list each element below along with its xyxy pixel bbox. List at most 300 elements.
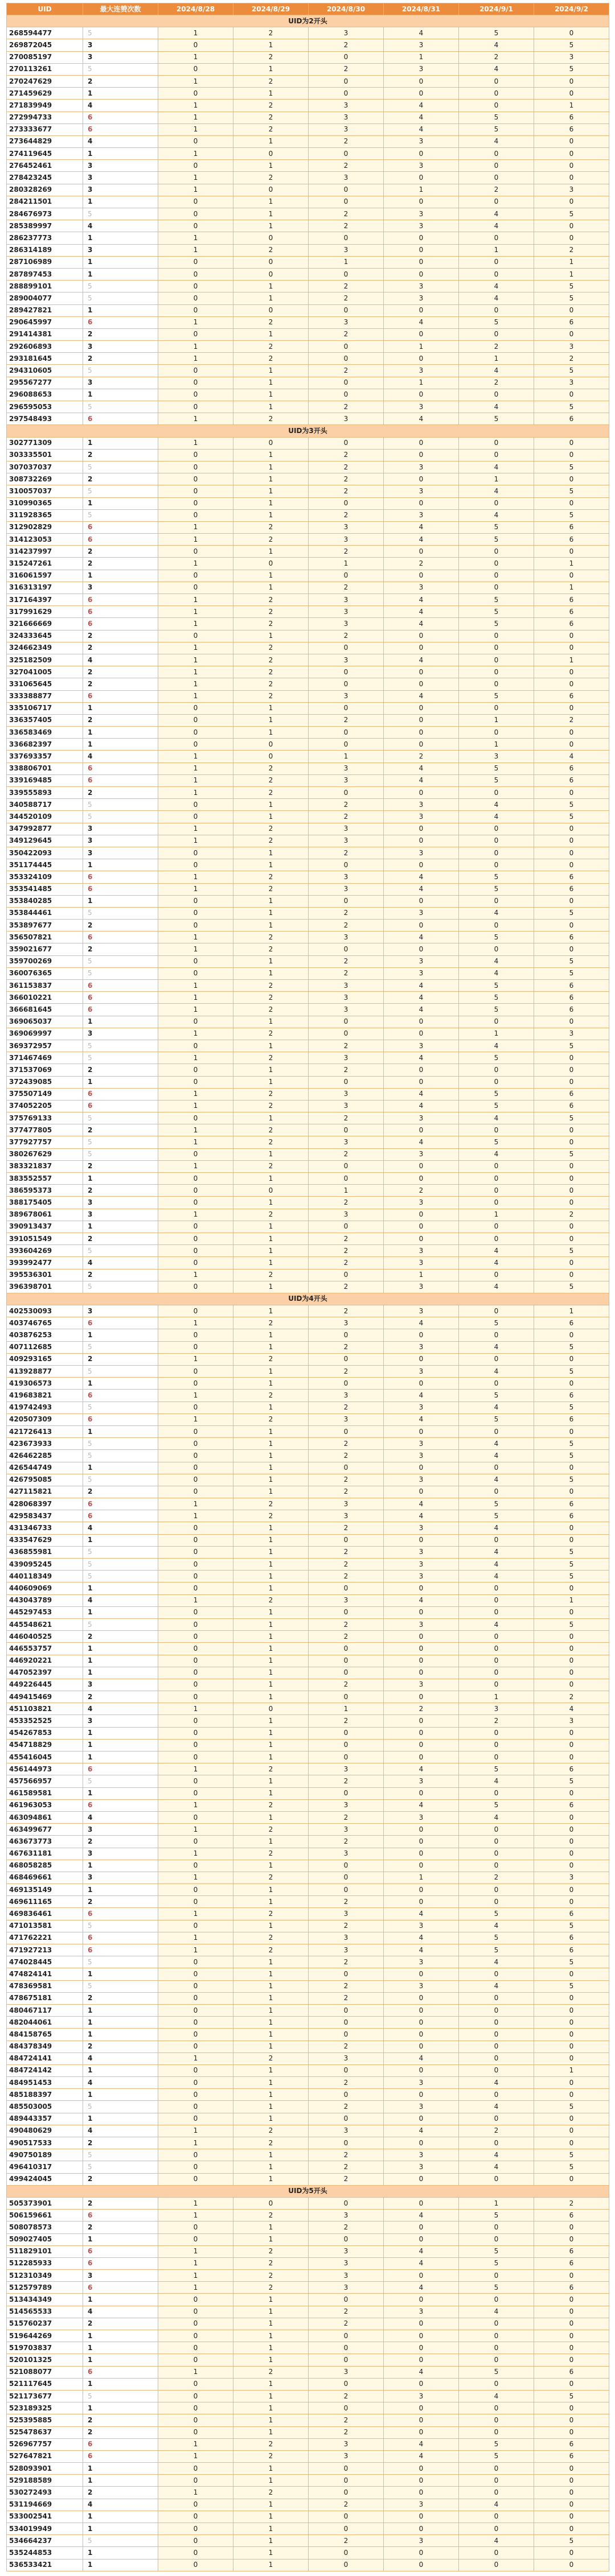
day-cell: 2 [233,2245,309,2257]
day-cell: 0 [384,2559,459,2571]
max-streak-cell: 3 [83,582,158,593]
day-cell: 4 [384,2210,459,2221]
day-cell: 2 [233,1136,309,1148]
day-cell: 0 [459,1667,534,1679]
day-cell: 1 [233,160,309,172]
uid-cell: 273644829 [7,135,83,147]
table-row [7,2113,609,2125]
day-cell: 1 [158,27,233,39]
day-cell: 1 [233,328,309,340]
max-streak-cell: 1 [83,497,158,509]
day-cell: 0 [158,461,233,473]
day-cell: 5 [459,1799,534,1811]
day-cell: 0 [384,823,459,835]
day-cell: 1 [233,1920,309,1932]
day-cell: 2 [309,2318,384,2330]
max-streak-cell: 2 [83,1992,158,2004]
day-cell: 1 [233,2294,309,2306]
day-cell: 0 [459,1486,534,1498]
day-cell: 0 [158,1185,233,1197]
max-streak-cell: 1 [83,1751,158,1763]
day-cell: 1 [233,377,309,389]
table-row [7,871,609,883]
uid-cell: 311928365 [7,509,83,521]
uid-cell: 467631181 [7,1848,83,1860]
day-cell: 0 [384,666,459,678]
day-cell: 1 [233,2233,309,2245]
max-streak-cell: 2 [83,353,158,365]
day-cell: 0 [534,220,609,232]
header-max-streak: 最大连赞次数 [83,3,158,15]
max-streak-cell: 1 [83,1606,158,1618]
day-cell: 1 [233,2149,309,2161]
day-cell: 0 [309,341,384,353]
day-cell: 5 [459,690,534,702]
day-cell: 0 [534,148,609,160]
day-cell: 3 [309,835,384,847]
day-cell: 3 [384,1281,459,1293]
max-streak-cell: 5 [83,1402,158,1413]
day-cell: 0 [459,1787,534,1799]
uid-cell: 496410317 [7,2161,83,2173]
day-cell: 1 [233,2318,309,2330]
day-cell: 0 [459,1221,534,1233]
day-cell: 2 [309,1522,384,1534]
day-cell: 0 [459,920,534,932]
day-cell: 0 [534,1185,609,1197]
day-cell: 1 [158,75,233,87]
day-cell: 0 [534,1751,609,1763]
max-streak-cell: 2 [83,630,158,642]
day-cell: 0 [459,570,534,582]
day-cell: 4 [384,690,459,702]
day-cell: 3 [309,1052,384,1064]
day-cell: 0 [384,1836,459,1848]
table-row [7,847,609,859]
day-cell: 1 [158,1703,233,1715]
day-cell: 2 [233,341,309,353]
day-cell: 0 [158,2378,233,2390]
day-cell: 4 [459,1450,534,1462]
day-cell: 1 [233,1715,309,1727]
max-streak-cell: 5 [83,509,158,521]
table-row [7,1606,609,1618]
day-cell: 2 [309,485,384,497]
day-cell: 0 [534,2463,609,2475]
uid-cell: 445548621 [7,1618,83,1630]
table-row [7,654,609,666]
day-cell: 0 [459,1896,534,1908]
day-cell: 2 [309,582,384,593]
uid-cell: 344520109 [7,811,83,823]
day-cell: 1 [233,1040,309,1052]
day-cell: 0 [384,2064,459,2076]
uid-cell: 325182509 [7,654,83,666]
day-cell: 0 [158,1040,233,1052]
day-cell: 1 [158,823,233,835]
max-streak-cell: 2 [83,1185,158,1197]
day-cell: 0 [158,509,233,521]
uid-cell: 478369581 [7,1980,83,1992]
uid-cell: 455416045 [7,1751,83,1763]
day-cell: 5 [459,27,534,39]
day-cell: 2 [233,2282,309,2294]
table-row [7,1233,609,1244]
day-cell: 0 [459,304,534,316]
day-cell: 0 [384,2294,459,2306]
day-cell: 0 [459,2342,534,2354]
max-streak-cell: 1 [83,2523,158,2535]
day-cell: 0 [309,678,384,690]
uid-cell: 457566957 [7,1775,83,1787]
day-cell: 0 [459,1425,534,1437]
section-header-row [7,2185,609,2197]
day-cell: 1 [158,558,233,570]
day-cell: 0 [158,39,233,51]
day-cell: 0 [158,2149,233,2161]
day-cell: 2 [309,1920,384,1932]
max-streak-cell: 6 [83,1908,158,1920]
day-cell: 4 [459,1341,534,1353]
day-cell: 1 [158,1269,233,1281]
day-cell: 3 [384,509,459,521]
day-cell: 5 [534,955,609,967]
day-cell: 1 [233,2547,309,2559]
day-cell: 0 [309,304,384,316]
day-cell: 1 [233,920,309,932]
day-cell: 0 [534,2270,609,2282]
day-cell: 1 [233,1836,309,1848]
uid-cell: 331065645 [7,678,83,690]
day-cell: 1 [158,666,233,678]
day-cell: 1 [309,751,384,763]
day-cell: 1 [233,1739,309,1751]
day-cell: 2 [309,1233,384,1244]
max-streak-cell: 2 [83,2173,158,2185]
max-streak-cell: 1 [83,1462,158,1474]
table-row [7,377,609,389]
day-cell: 0 [309,2475,384,2487]
day-cell: 0 [534,1197,609,1209]
day-cell: 3 [309,2366,384,2378]
day-cell: 3 [534,1028,609,1040]
day-cell: 0 [158,1016,233,1028]
day-cell: 0 [534,172,609,184]
day-cell: 5 [534,2535,609,2547]
max-streak-cell: 1 [83,2330,158,2342]
day-cell: 0 [309,2294,384,2306]
day-cell: 0 [384,497,459,509]
day-cell: 0 [534,2041,609,2052]
day-cell: 2 [459,2125,534,2137]
table-row [7,2342,609,2354]
day-cell: 4 [459,208,534,220]
max-streak-cell: 5 [83,27,158,39]
table-row [7,1534,609,1546]
table-row [7,1908,609,1920]
day-cell: 0 [158,2077,233,2089]
max-streak-cell: 5 [83,2535,158,2547]
day-cell: 2 [233,980,309,992]
table-row [7,437,609,449]
day-cell: 2 [309,1775,384,1787]
max-streak-cell: 1 [83,196,158,208]
day-cell: 0 [534,1896,609,1908]
day-cell: 6 [534,413,609,425]
day-cell: 1 [233,292,309,304]
day-cell: 2 [459,184,534,196]
day-cell: 2 [233,100,309,112]
max-streak-cell: 6 [83,2366,158,2378]
day-cell: 0 [384,88,459,100]
day-cell: 0 [459,2233,534,2245]
day-cell: 2 [384,1185,459,1197]
day-cell: 4 [459,1980,534,1992]
day-cell: 1 [233,2113,309,2125]
day-cell: 5 [534,1618,609,1630]
day-cell: 0 [158,1606,233,1618]
day-cell: 0 [158,1618,233,1630]
day-cell: 5 [534,2101,609,2113]
day-cell: 1 [233,2077,309,2089]
day-cell: 0 [534,2414,609,2426]
table-row [7,413,609,425]
day-cell: 0 [309,1462,384,1474]
day-cell: 3 [309,112,384,123]
day-cell: 3 [309,1594,384,1606]
day-cell: 0 [158,2523,233,2535]
day-cell: 0 [534,823,609,835]
table-row [7,1341,609,1353]
day-cell: 4 [384,2052,459,2064]
day-cell: 0 [158,2354,233,2366]
day-cell: 0 [158,281,233,292]
day-cell: 2 [309,1486,384,1498]
day-cell: 5 [534,967,609,979]
day-cell: 2 [233,2487,309,2499]
day-cell: 3 [384,365,459,377]
day-cell: 1 [233,2511,309,2523]
day-cell: 0 [384,1631,459,1643]
table-row [7,1366,609,1378]
day-cell: 0 [158,2475,233,2487]
uid-cell: 371467469 [7,1052,83,1064]
uid-cell: 377477805 [7,1124,83,1136]
day-cell: 3 [534,1715,609,1727]
day-cell: 3 [309,1317,384,1329]
day-cell: 3 [384,955,459,967]
day-cell: 0 [309,1269,384,1281]
table-row [7,100,609,112]
day-cell: 0 [459,558,534,570]
day-cell: 0 [534,27,609,39]
uid-cell: 293181645 [7,353,83,365]
table-row [7,883,609,895]
day-cell: 0 [309,2064,384,2076]
max-streak-cell: 5 [83,281,158,292]
day-cell: 5 [459,2245,534,2257]
day-cell: 2 [233,763,309,774]
day-cell: 4 [384,1763,459,1775]
day-cell: 0 [309,1787,384,1799]
day-cell: 4 [384,2438,459,2450]
day-cell: 1 [158,2270,233,2282]
day-cell: 1 [233,1559,309,1571]
day-cell: 2 [233,1908,309,1920]
day-cell: 0 [534,2487,609,2499]
day-cell: 1 [158,774,233,786]
max-streak-cell: 2 [83,2137,158,2149]
max-streak-cell: 3 [83,377,158,389]
table-row [7,1112,609,1124]
table-row [7,666,609,678]
uid-cell: 314123053 [7,534,83,546]
day-cell: 0 [309,1124,384,1136]
header-uid: UID [7,3,83,15]
table-row [7,1016,609,1028]
table-row [7,642,609,654]
day-cell: 3 [384,63,459,75]
day-cell: 0 [384,1727,459,1739]
table-row [7,582,609,593]
day-cell: 5 [534,1341,609,1353]
day-cell: 4 [384,112,459,123]
day-cell: 1 [459,714,534,726]
day-cell: 0 [534,232,609,244]
day-cell: 0 [158,2426,233,2438]
max-streak-cell: 3 [83,835,158,847]
day-cell: 0 [534,2089,609,2101]
day-cell: 3 [309,1848,384,1860]
day-cell: 5 [534,2149,609,2161]
uid-cell: 369372957 [7,1040,83,1052]
day-cell: 1 [158,1353,233,1365]
max-streak-cell: 6 [83,690,158,702]
max-streak-cell: 3 [83,847,158,859]
day-cell: 3 [459,1703,534,1715]
uid-cell: 290645997 [7,316,83,328]
day-cell: 4 [459,1571,534,1582]
day-cell: 0 [534,642,609,654]
day-cell: 1 [233,714,309,726]
day-cell: 0 [158,328,233,340]
day-cell: 0 [534,135,609,147]
day-cell: 0 [309,1655,384,1667]
max-streak-cell: 6 [83,2210,158,2221]
day-cell: 0 [534,2017,609,2029]
day-cell: 2 [233,534,309,546]
uid-cell: 530272493 [7,2487,83,2499]
day-cell: 0 [534,2221,609,2233]
day-cell: 0 [158,2017,233,2029]
day-cell: 0 [158,1197,233,1209]
uid-cell: 292606893 [7,341,83,353]
day-cell: 0 [384,1076,459,1088]
day-cell: 3 [309,1944,384,1956]
max-streak-cell: 5 [83,1366,158,1378]
max-streak-cell: 5 [83,1040,158,1052]
day-cell: 0 [534,666,609,678]
day-cell: 2 [309,1148,384,1160]
day-cell: 4 [459,509,534,521]
day-cell: 0 [158,304,233,316]
uid-cell: 505373901 [7,2197,83,2209]
max-streak-cell: 1 [83,1076,158,1088]
day-cell: 0 [534,2559,609,2571]
day-cell: 0 [384,1160,459,1172]
day-cell: 1 [459,244,534,256]
day-cell: 5 [459,1763,534,1775]
uid-cell: 360076365 [7,967,83,979]
day-cell: 0 [158,2330,233,2342]
day-cell: 4 [384,594,459,606]
day-cell: 1 [233,1980,309,1992]
table-row [7,2535,609,2547]
day-cell: 6 [534,2282,609,2294]
day-cell: 2 [459,377,534,389]
max-streak-cell: 6 [83,2450,158,2462]
day-cell: 2 [233,1124,309,1136]
uid-cell: 369065037 [7,1016,83,1028]
uid-cell: 308732269 [7,473,83,485]
day-cell: 0 [309,184,384,196]
uid-cell: 303335501 [7,449,83,461]
day-cell: 0 [534,943,609,955]
day-cell: 1 [459,2197,534,2209]
day-cell: 0 [309,75,384,87]
day-cell: 2 [384,751,459,763]
day-cell: 0 [384,2029,459,2041]
day-cell: 3 [309,1390,384,1402]
max-streak-cell: 2 [83,2041,158,2052]
table-row [7,2330,609,2342]
day-cell: 1 [233,2475,309,2487]
day-cell: 2 [309,509,384,521]
day-cell: 0 [233,304,309,316]
uid-cell: 369069997 [7,1028,83,1040]
day-cell: 0 [158,63,233,75]
table-row [7,1787,609,1799]
uid-cell: 508078573 [7,2221,83,2233]
day-cell: 5 [534,1571,609,1582]
uid-cell: 353840285 [7,895,83,907]
day-cell: 0 [459,2330,534,2342]
day-cell: 1 [158,1052,233,1064]
day-cell: 1 [233,2041,309,2052]
day-cell: 0 [534,2052,609,2064]
day-cell: 5 [534,1920,609,1932]
max-streak-cell: 6 [83,316,158,328]
uid-cell: 521173677 [7,2390,83,2402]
uid-cell: 270113261 [7,63,83,75]
day-cell: 0 [158,2041,233,2052]
day-cell: 0 [158,1691,233,1703]
day-cell: 1 [158,943,233,955]
uid-cell: 389678061 [7,1209,83,1221]
day-cell: 1 [158,2282,233,2294]
max-streak-cell: 1 [83,256,158,268]
day-cell: 0 [534,1606,609,1618]
uid-cell: 421726413 [7,1425,83,1437]
day-cell: 3 [309,992,384,1004]
max-streak-cell: 6 [83,1317,158,1329]
day-cell: 5 [459,1136,534,1148]
day-cell: 0 [534,2173,609,2185]
day-cell: 0 [158,1402,233,1413]
max-streak-cell: 2 [83,1836,158,1848]
day-cell: 1 [309,256,384,268]
day-cell: 4 [459,2499,534,2511]
